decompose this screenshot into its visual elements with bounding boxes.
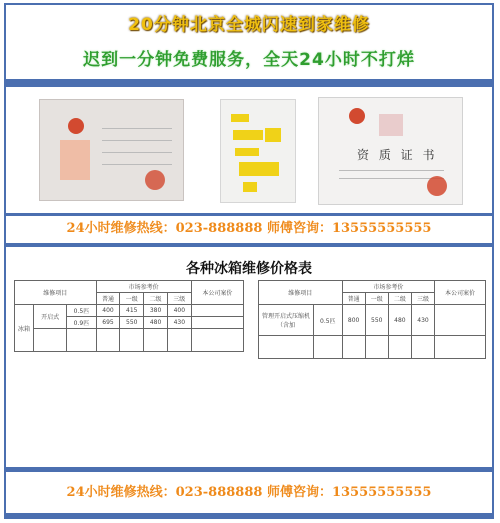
blank-area — [6, 367, 492, 467]
divider-bar — [6, 243, 492, 247]
price-table-title: 各种冰箱维修价格表 — [186, 261, 312, 277]
seal-icon — [68, 118, 84, 134]
certificate-gallery — [6, 87, 492, 213]
divider-bar — [6, 213, 492, 216]
divider-bar — [6, 513, 492, 517]
banner-line-1: 20分钟北京全城闪速到家维修 — [128, 15, 370, 35]
stamp-icon — [145, 170, 165, 190]
emblem-icon — [349, 108, 365, 124]
certificate-image-2 — [220, 99, 296, 203]
certificate-title: 资 质 证 书 — [357, 148, 438, 162]
hotline-text-bottom: 24小时维修热线：023-888888 师傅咨询：13555555555 — [66, 485, 432, 500]
certificate-image-1 — [39, 99, 184, 201]
price-table-left: 维修项目 市场参考价 本公司案价 普通 一级 二级 三级 冰箱 开启式 0.5匹 400 415 380 400 0.9匹 695 550 480 430 — [14, 280, 244, 352]
banner-line-2: 迟到一分钟免费服务，全天24小时不打烊 — [83, 50, 415, 70]
banner-header — [6, 5, 492, 79]
certificate-image-3 — [318, 97, 463, 205]
price-table-right: 维修项目 市场参考价 本公司案价 普通 一级 二级 三级 管理开启式压缩机（含加 0.5匹 800 550 480 430 — [258, 280, 486, 359]
hotline-text-top: 24小时维修热线：023-888888 师傅咨询：13555555555 — [66, 221, 432, 236]
divider-bar — [6, 79, 492, 87]
stamp-icon — [427, 176, 447, 196]
divider-bar — [6, 467, 492, 472]
page-frame — [4, 3, 494, 519]
